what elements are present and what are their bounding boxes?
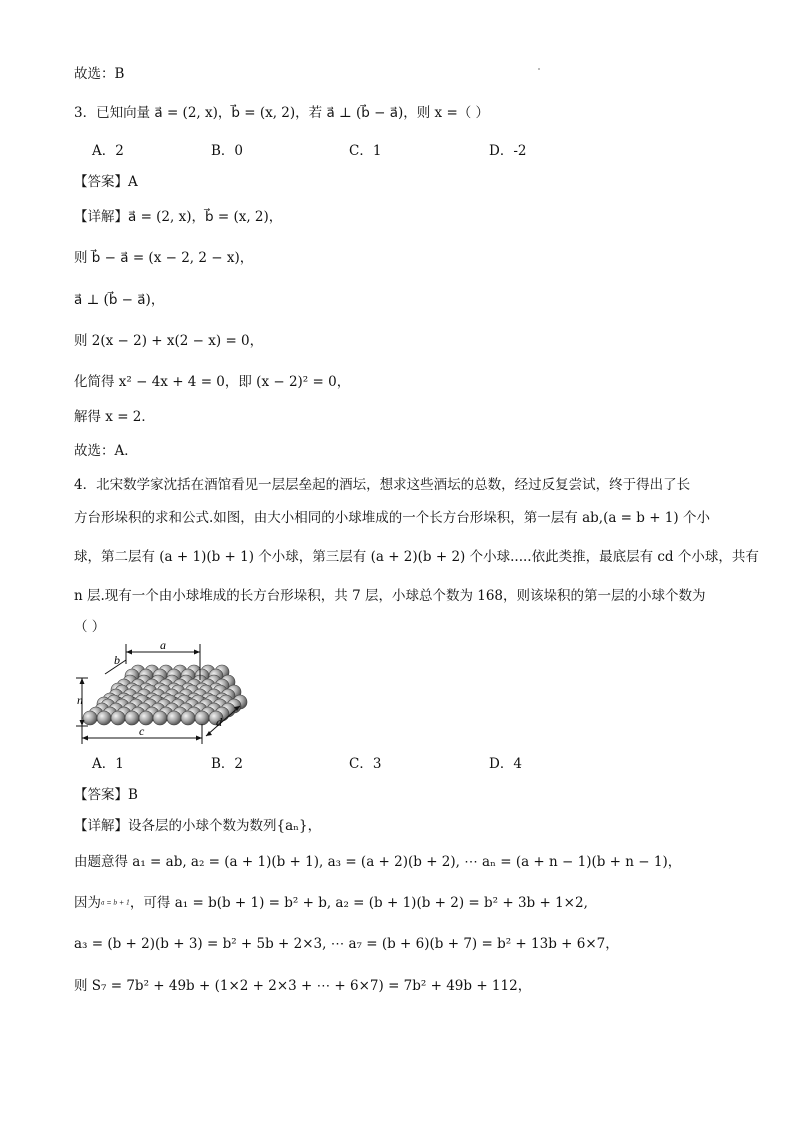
q4-explanation-3-small: a = b + 1: [101, 899, 130, 907]
q3-option-d: D．-2: [489, 143, 527, 159]
ball: [153, 711, 167, 725]
question-3-stem: 3．已知向量 a⃗ = (2, x)，b⃗ = (x, 2)，若 a⃗ ⊥ (b⃗ − a⃗)，则 x =（ ）: [74, 105, 490, 121]
ball: [167, 711, 181, 725]
label-a: a: [160, 640, 166, 652]
ball: [125, 711, 139, 725]
q4-option-a: A．1: [92, 756, 124, 772]
ball: [139, 711, 153, 725]
q4-option-b: B．2: [211, 756, 244, 772]
q4-option-d: D．4: [489, 756, 522, 772]
ball: [111, 711, 125, 725]
question-4-blank: （ ）: [74, 619, 106, 635]
ball: [195, 711, 209, 725]
q4-answer: 【答案】B: [74, 787, 138, 803]
q3-answer: 【答案】A: [74, 174, 138, 190]
label-n: n: [77, 693, 83, 707]
q4-explanation-5: 则 S₇ = 7b² + 49b + (1×2 + 2×3 + ⋯ + 6×7) = 7b² + 49b + 112，: [74, 978, 532, 994]
q3-explanation-1: 【详解】a⃗ = (2, x)，b⃗ = (x, 2)，: [74, 209, 283, 225]
label-c: c: [139, 724, 145, 738]
question-4-stem-3: 球，第二层有 (a + 1)(b + 1) 个小球，第三层有 (a + 2)(b + 2) 个小球.....依此类推，最底层有 cd 个小球，共有: [74, 549, 759, 565]
scan-speck: [538, 68, 540, 70]
q3-explanation-6: 解得 x = 2．: [74, 409, 155, 425]
q4-explanation-1: 【详解】设各层的小球个数为数列{aₙ}，: [74, 818, 322, 834]
q4-explanation-3-prefix: 因为: [74, 895, 101, 911]
q4-explanation-2: 由题意得 a₁ = ab, a₂ = (a + 1)(b + 1), a₃ = (a + 2)(b + 2), ⋯ aₙ = (a + n − 1)(b + n − 1)，: [74, 854, 682, 870]
q3-explanation-3: a⃗ ⊥ (b⃗ − a⃗)，: [74, 292, 165, 308]
q3-option-b: B．0: [211, 143, 244, 159]
q4-explanation-3: [74, 893, 588, 914]
q3-choice: 故选：A．: [74, 443, 138, 459]
label-b: b: [114, 653, 120, 667]
q4-explanation-3-rest: ，可得 a₁ = b(b + 1) = b² + b, a₂ = (b + 1)(b + 2) = b² + 3b + 1×2,: [129, 895, 588, 911]
label-d: d: [216, 715, 222, 729]
q3-option-a: A．2: [92, 143, 124, 159]
question-4-stem-1: 4．北宋数学家沈括在酒馆看见一层层垒起的酒坛，想求这些酒坛的总数，经过反复尝试，终于得出了长: [74, 477, 691, 493]
q3-explanation-4: 则 2(x − 2) + x(2 − x) = 0，: [74, 333, 264, 349]
stacked-balls: [83, 665, 247, 725]
ball-pile-figure: [74, 640, 254, 750]
q3-explanation-2: 则 b⃗ − a⃗ = (x − 2, 2 − x)，: [74, 250, 254, 266]
q4-explanation-4: a₃ = (b + 2)(b + 3) = b² + 5b + 2×3, ⋯ a₇ = (b + 6)(b + 7) = b² + 13b + 6×7，: [74, 936, 619, 952]
question-4-stem-2: 方台形垛积的求和公式.如图，由大小相同的小球堆成的一个长方台形垛积，第一层有 ab,(a = b + 1) 个小: [74, 510, 710, 526]
q3-explanation-5: 化简得 x² − 4x + 4 = 0，即 (x − 2)² = 0，: [74, 374, 351, 390]
ball: [83, 711, 97, 725]
answer-choice-prev: 故选：B: [74, 66, 125, 82]
ball: [97, 711, 111, 725]
q3-option-c: C．1: [349, 143, 382, 159]
q4-option-c: C．3: [349, 756, 382, 772]
question-4-stem-4: n 层.现有一个由小球堆成的长方台形垛积，共 7 层，小球总个数为 168，则该垛积的第一层的小球个数为: [74, 588, 706, 604]
ball: [181, 711, 195, 725]
